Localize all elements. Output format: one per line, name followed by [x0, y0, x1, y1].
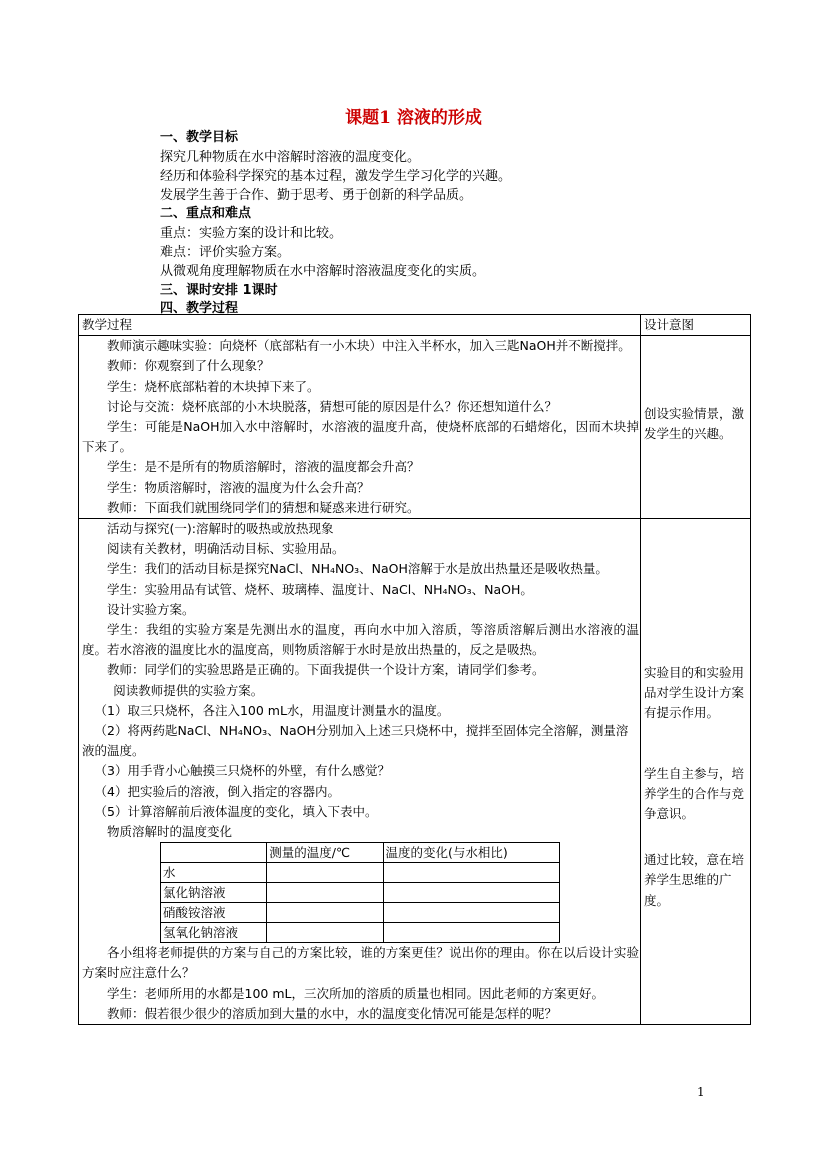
row-label: 硝酸铵溶液 — [161, 903, 267, 923]
step: （2）将两药匙NaCl、NH₄NO₃、NaOH分别加入上述三只烧杯中，搅拌至固体完全溶解，测量溶液的温度。 — [82, 723, 629, 759]
intent-text: 通过比较，意在培养学生思维的广度。 — [644, 852, 745, 908]
objective-line: 发展学生善于合作、勤于思考、勇于创新的科学品质。 — [160, 188, 473, 203]
table-cell — [267, 863, 383, 883]
key-point-line: 难点：评价实验方案。 — [160, 245, 291, 260]
process-cell-activity — [79, 519, 641, 1025]
table-cell — [383, 903, 559, 923]
process-cell-intro — [79, 336, 641, 519]
paragraph: 教师：假若很少很少的溶质加到大量的水中，水的温度变化情况可能是怎样的呢？ — [107, 1005, 558, 1021]
table-header: 温度的变化(与水相比) — [383, 843, 559, 863]
table-row — [161, 863, 560, 883]
paragraph: 学生：我们的活动目标是探究NaCl、NH₄NO₃、NaOH溶解于水是放出热量还是吸收热量。 — [107, 561, 608, 577]
col-header-process: 教学过程 — [79, 315, 641, 336]
table-cell — [161, 843, 267, 863]
table-row — [161, 923, 560, 943]
table-row — [161, 883, 560, 903]
temperature-table — [160, 842, 560, 943]
paragraph: 学生：物质溶解时，溶液的温度为什么会升高？ — [107, 479, 370, 495]
paragraph: 设计实验方案。 — [107, 601, 195, 617]
table-cell — [383, 883, 559, 903]
paragraph: 学生：实验用品有试管、烧杯、玻璃棒、温度计、NaCl、NH₄NO₃、NaOH。 — [107, 581, 533, 597]
paragraph: 教师：同学们的实验思路是正确的。下面我提供一个设计方案，请同学们参考。 — [107, 662, 545, 678]
step: （5）计算溶解前后液体温度的变化，填入下表中。 — [94, 803, 378, 819]
paragraph: 教师：你观察到了什么现象？ — [107, 358, 270, 374]
intent-cell-intro — [641, 336, 751, 519]
paragraph: 学生：烧杯底部粘着的木块掉下来了。 — [107, 378, 320, 394]
table-row — [79, 336, 751, 519]
section-heading-process: 四、教学过程 — [160, 301, 239, 316]
paragraph: 各小组将老师提供的方案与自己的方案比较，谁的方案更佳？说出你的理由。你在以后设计实验方案时应注意什么？ — [82, 945, 639, 981]
paragraph: 教师：下面我们就围绕同学们的猜想和疑惑来进行研究。 — [107, 499, 420, 515]
intent-cell-activity — [641, 519, 751, 1025]
table-cell — [383, 923, 559, 943]
table-row — [161, 843, 560, 863]
key-point-line: 从微观角度理解物质在水中溶解时溶液温度变化的实质。 — [160, 264, 486, 279]
paragraph: 学生：是不是所有的物质溶解时，溶液的温度都会升高？ — [107, 459, 420, 475]
paragraph: 教师演示趣味实验：向烧杯（底部粘有一小木块）中注入半杯水，加入三匙NaOH并不断搅拌。 — [107, 338, 631, 354]
key-point-line: 重点：实验方案的设计和比较。 — [160, 226, 343, 241]
col-header-intent: 设计意图 — [641, 315, 751, 336]
row-label: 氯化钠溶液 — [161, 883, 267, 903]
paragraph: 学生：我组的实验方案是先测出水的温度，再向水中加入溶质，等溶质溶解后测出水溶液的温度。若水溶液的温度比水的温度高，则物质溶解于水时是放出热量的，反之是吸热。 — [82, 622, 639, 658]
row-label: 氢氧化钠溶液 — [161, 923, 267, 943]
intent-text: 创设实验情景，激发学生的兴趣。 — [644, 406, 745, 442]
paragraph: 学生：可能是NaOH加入水中溶解时，水溶液的温度升高，使烧杯底部的石蜡熔化，因而木块掉下来了。 — [82, 419, 639, 455]
section-heading-schedule: 三、课时安排 1课时 — [160, 283, 278, 298]
table-cell — [267, 903, 383, 923]
table-caption: 物质溶解时的温度变化 — [107, 824, 233, 840]
table-cell — [267, 883, 383, 903]
teaching-process-table — [78, 314, 751, 1025]
section-heading-key-points: 二、重点和难点 — [160, 206, 252, 221]
objective-line: 探究几种物质在水中溶解时溶液的温度变化。 — [160, 150, 421, 165]
objective-line: 经历和体验科学探究的基本过程，激发学生学习化学的兴趣。 — [160, 169, 512, 184]
step: （4）把实验后的溶液，倒入指定的容器内。 — [94, 783, 340, 799]
intent-text: 实验目的和实验用品对学生设计方案有提示作用。 — [644, 665, 745, 721]
section-heading-objectives: 一、教学目标 — [160, 130, 239, 145]
table-row — [79, 519, 751, 1025]
table-cell — [383, 863, 559, 883]
paragraph: 讨论与交流：烧杯底部的小木块脱落，猜想可能的原因是什么？你还想知道什么？ — [107, 398, 558, 414]
step: （1）取三只烧杯，各注入100 mL水，用温度计测量水的温度。 — [94, 702, 450, 718]
table-header: 测量的温度/℃ — [267, 843, 383, 863]
paragraph: 阅读有关教材，明确活动目标、实验用品。 — [107, 541, 345, 557]
page-title: 课题1 溶液的形成 — [345, 108, 482, 128]
paragraph: 阅读教师提供的实验方案。 — [113, 682, 264, 698]
table-row — [161, 903, 560, 923]
table-header-row — [79, 315, 751, 336]
paragraph: 学生：老师所用的水都是100 mL，三次所加的溶质的质量也相同。因此老师的方案更好。 — [107, 985, 604, 1001]
paragraph: 活动与探究(一):溶解时的吸热或放热现象 — [107, 521, 334, 537]
intent-text: 学生自主参与，培养学生的合作与竞争意识。 — [644, 765, 745, 822]
step: （3）用手背小心触摸三只烧杯的外壁，有什么感觉？ — [94, 763, 390, 779]
row-label: 水 — [161, 863, 267, 883]
page-number: 1 — [697, 1085, 705, 1099]
table-cell — [267, 923, 383, 943]
